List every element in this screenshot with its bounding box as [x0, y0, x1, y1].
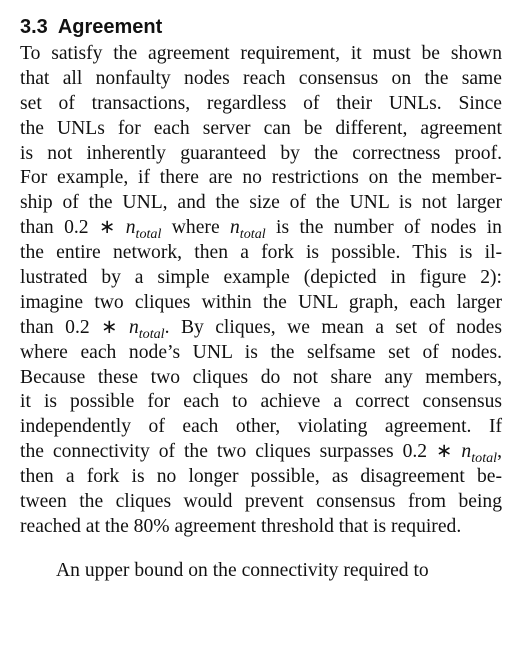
text-line: the entire network, then a fork is possible. This is il-	[20, 242, 502, 264]
text-line: reached at the 80% agreement threshold that is required.	[20, 515, 462, 537]
text-line: imagine two cliques within the UNL graph, each larger	[20, 291, 502, 313]
text-line: set of transactions, regardless of their UNLs. Since	[20, 92, 502, 114]
text-line: ship of the UNL, and the size of the UNL is not larger	[20, 192, 502, 214]
paragraph-agreement	[20, 42, 502, 540]
text-line: than 0.2 ∗ $n_{total}$ where $n_{total}$ is the number of nodes in	[20, 217, 502, 243]
section-number: 3.3	[20, 16, 48, 38]
text-line: the UNLs for each server can be different, agreement	[20, 117, 502, 139]
text-line: To satisfy the agreement requirement, it must be shown	[20, 43, 502, 64]
text-line: where each node’s UNL is the selfsame set of nodes.	[20, 341, 502, 363]
text-line: For example, if there are no restrictions on the member-	[20, 167, 502, 189]
text-line: independently of each other, violating agreement. If	[20, 416, 502, 438]
paragraph-upper-bound	[20, 559, 502, 584]
text-line: lustrated by a simple example (depicted in figure 2):	[20, 267, 502, 289]
section-heading	[20, 14, 502, 40]
text-line: Because these two cliques do not share any members,	[20, 366, 502, 388]
text-line: then a fork is no longer possible, as disagreement be-	[20, 466, 502, 488]
text-line: it is possible for each to achieve a correct consensus	[20, 391, 502, 413]
section-title: Agreement	[57, 16, 163, 38]
text-line: that all nonfaulty nodes reach consensus on the same	[20, 67, 502, 89]
text-line: than 0.2 ∗ $n_{total}$. By cliques, we mean a set of nodes	[20, 316, 502, 342]
text-line: is not inherently guaranteed by the correctness proof.	[20, 142, 502, 164]
text-line: the connectivity of the two cliques surpasses 0.2 ∗ $n_{total}$,	[20, 441, 502, 467]
paper-page	[20, 14, 502, 584]
text-line: An upper bound on the connectivity required to	[56, 559, 429, 581]
text-line: tween the cliques would prevent consensus from being	[20, 491, 502, 513]
